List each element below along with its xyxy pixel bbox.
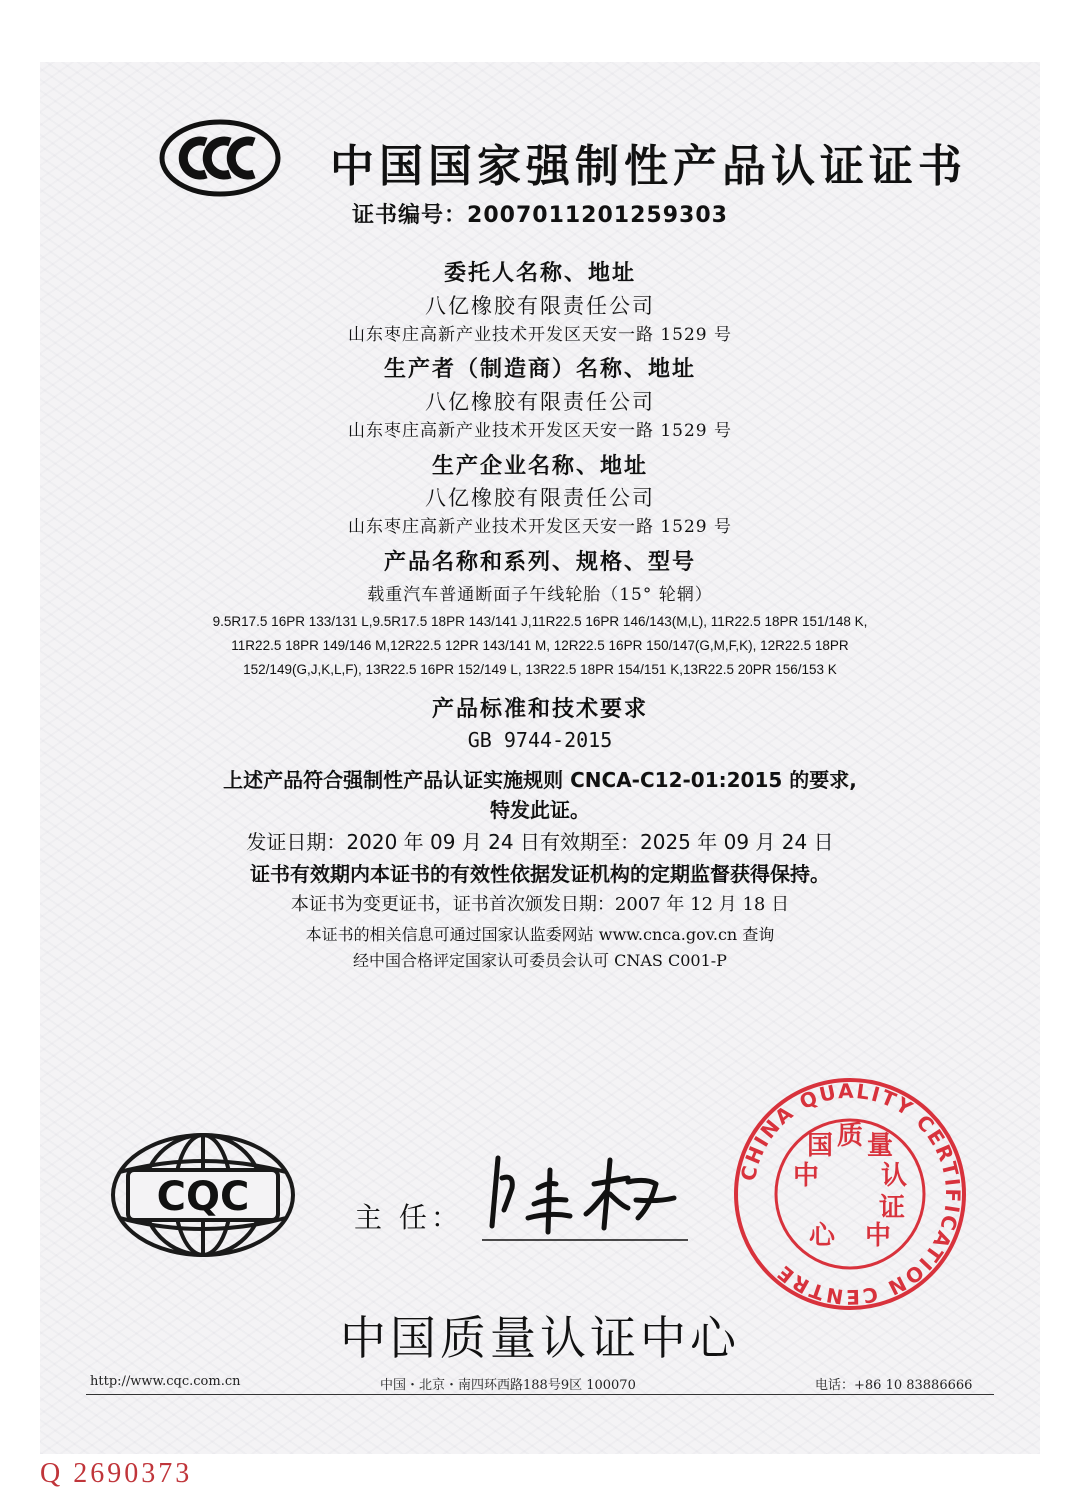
svg-text:心: 心 xyxy=(808,1221,836,1251)
issuer-name: 中国质量认证中心 xyxy=(340,1311,740,1365)
ccc-mark-icon xyxy=(158,118,282,198)
validity-note: 证书有效期内本证书的有效性依据发证机构的定期监督获得保持。 xyxy=(250,862,830,886)
certificate-number: 证书编号：2007011201259303 xyxy=(352,203,728,228)
product-name: 载重汽车普通断面子午线轮胎（15° 轮辋） xyxy=(367,585,713,605)
svg-text:证: 证 xyxy=(878,1193,906,1223)
footer-phone: 电话：+86 10 83886666 xyxy=(815,1378,973,1393)
client-heading: 委托人名称、地址 xyxy=(443,261,636,286)
product-models xyxy=(0,610,1080,682)
director-label: 主 任： xyxy=(354,1201,463,1234)
model-line: 11R22.5 18PR 149/146 M,12R22.5 12PR 143/141 M, 12R22.5 16PR 150/147(G,M,F,K), 12R22.5 18PR xyxy=(231,638,849,653)
footer-divider xyxy=(86,1394,994,1395)
website-note: 本证书的相关信息可通过国家认监委网站 www.cnca.gov.cn 查询 xyxy=(305,925,775,944)
standard-value: GB 9744-2015 xyxy=(467,728,613,752)
certificate-title: 中国国家强制性产品认证证书 xyxy=(330,141,967,192)
svg-text:中: 中 xyxy=(792,1161,820,1191)
manufacturer-address: 山东枣庄高新产业技术开发区天安一路 1529 号 xyxy=(347,421,733,441)
product-heading: 产品名称和系列、规格、型号 xyxy=(383,550,696,575)
client-name: 八亿橡胶有限责任公司 xyxy=(425,294,655,318)
cqc-globe-logo-icon xyxy=(108,1130,298,1260)
factory-heading: 生产企业名称、地址 xyxy=(431,454,648,479)
signature-icon xyxy=(478,1148,690,1242)
footer-address: 中国・北京・南四环西路188号9区 100070 xyxy=(380,1378,636,1393)
model-line: 152/149(G,J,K,L,F), 13R22.5 16PR 152/149 L, 13R22.5 18PR 154/151 K,13R22.5 20PR 156/153 K xyxy=(243,662,837,677)
accreditation-note: 经中国合格评定国家认可委员会认可 CNAS C001-P xyxy=(353,951,727,970)
conformity-line-1: 上述产品符合强制性产品认证实施规则 CNCA-C12-01:2015 的要求, xyxy=(223,768,857,792)
factory-name: 八亿橡胶有限责任公司 xyxy=(425,486,655,510)
factory-address: 山东枣庄高新产业技术开发区天安一路 1529 号 xyxy=(347,517,733,537)
issue-dates: 发证日期：2020 年 09 月 24 日有效期至：2025 年 09 月 24 日 xyxy=(246,830,834,854)
client-address: 山东枣庄高新产业技术开发区天安一路 1529 号 xyxy=(347,325,733,345)
model-line: 9.5R17.5 16PR 133/131 L,9.5R17.5 18PR 143/141 J,11R22.5 16PR 146/143(M,L), 11R22.5 18PR 151/148 K, xyxy=(212,614,868,629)
standard-heading: 产品标准和技术要求 xyxy=(431,697,648,722)
manufacturer-name: 八亿橡胶有限责任公司 xyxy=(425,390,655,414)
svg-text:CHINA QUALITY CERTIFICATION CE: CHINA QUALITY CERTIFICATION CENTRE xyxy=(735,1078,966,1310)
svg-text:质: 质 xyxy=(836,1121,864,1151)
svg-text:国: 国 xyxy=(806,1131,834,1161)
footer-url: http://www.cqc.com.cn xyxy=(90,1374,241,1389)
svg-text:中: 中 xyxy=(864,1221,892,1251)
manufacturer-heading: 生产者（制造商）名称、地址 xyxy=(383,357,696,382)
svg-text:认: 认 xyxy=(880,1161,908,1191)
red-seal-icon xyxy=(732,1076,968,1312)
conformity-line-2: 特发此证。 xyxy=(490,798,590,822)
svg-text:CQC: CQC xyxy=(156,1174,250,1220)
certificate-serial: Q 2690373 xyxy=(40,1458,193,1489)
svg-text:量: 量 xyxy=(866,1131,894,1161)
change-note: 本证书为变更证书，证书首次颁发日期：2007 年 12 月 18 日 xyxy=(290,894,790,915)
